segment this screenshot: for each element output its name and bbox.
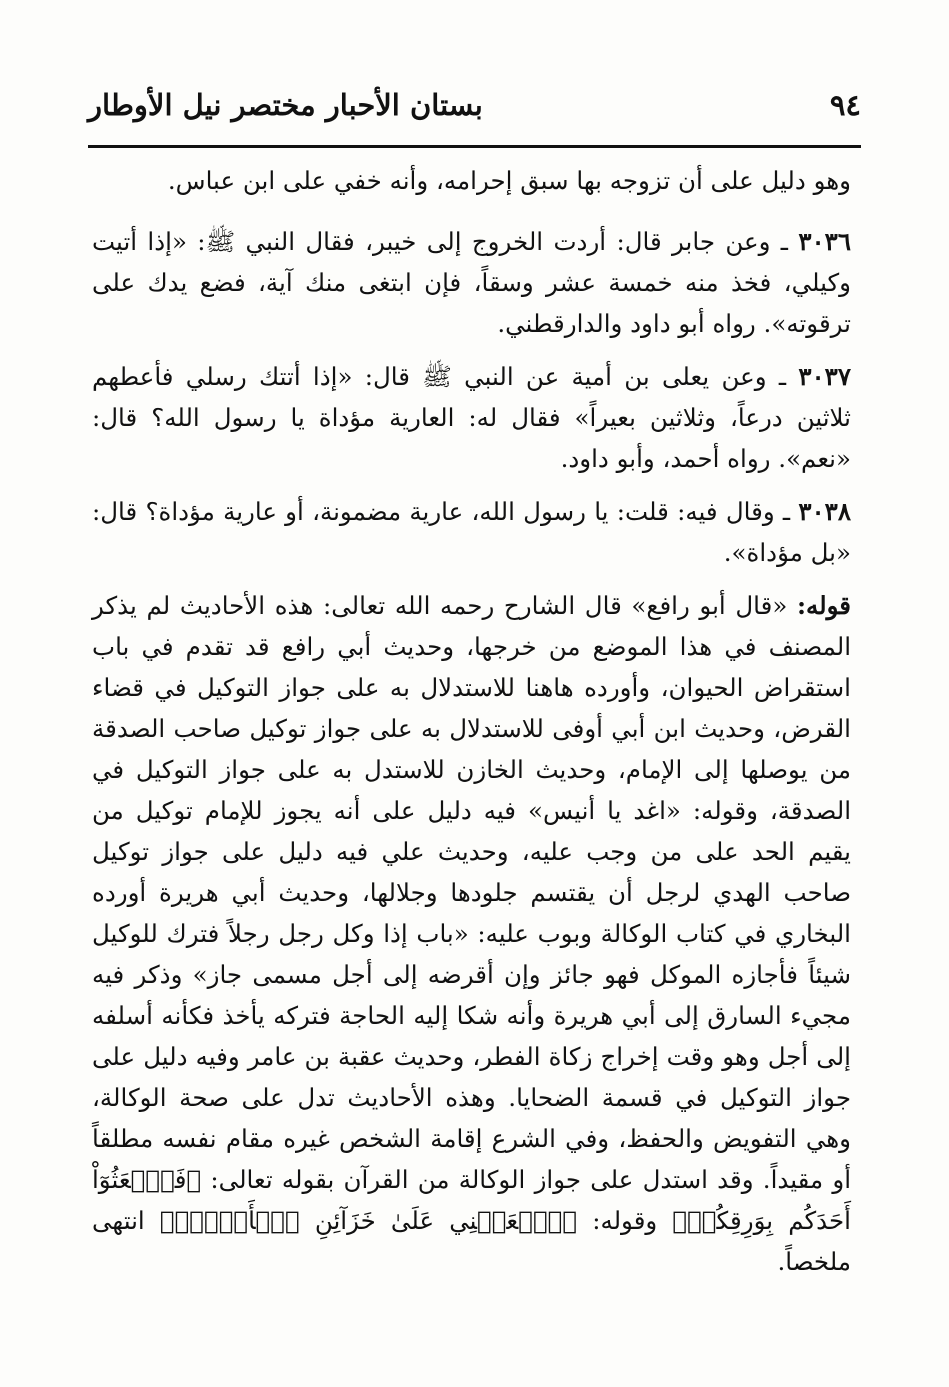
book-title: بستان الأحبار مختصر نيل الأوطار — [88, 88, 483, 122]
commentary-label: قوله: — [796, 591, 851, 620]
hadith-text: ـ وعن يعلى بن أمية عن النبي ﷺ قال: «إذا أتتك رسلي فأعطهم ثلاثين درعاً، وثلاثين بعيراً» فقال له: العارية مؤداة يا رسول الله؟ قال: «نعم». رواه أحمد، وأبو داود. — [92, 362, 851, 473]
hadith-3037 — [92, 356, 851, 479]
paragraph-intro — [92, 160, 851, 201]
commentary — [92, 585, 851, 1282]
hadith-number: ٣٠٣٦ — [798, 227, 851, 256]
hadith-3036 — [92, 221, 851, 344]
hadith-number: ٣٠٣٧ — [798, 362, 851, 391]
paragraph-text: وهو دليل على أن تزوجه بها سبق إحرامه، وأنه خفي على ابن عباس. — [167, 166, 851, 195]
page-header — [88, 82, 861, 128]
hadith-3038 — [92, 491, 851, 573]
hadith-number: ٣٠٣٨ — [798, 497, 851, 526]
page-body — [92, 160, 851, 1294]
header-rule — [88, 145, 861, 148]
commentary-text: «قال أبو رافع» قال الشارح رحمه الله تعالى: هذه الأحاديث لم يذكر المصنف في هذا الموضع من خرجها، وحديث أبي رافع قد تقدم في باب استقراض الحيوان، وأورده هاهنا للاستدلال به على جواز التوكيل في قضاء القرض، وحديث ابن أبي أوفى للاستدلال به على جواز توكيل صاحب الصدقة من يوصلها إلى الإمام، وحديث الخازن للاستدل به على جواز التوكيل في الصدقة، وقوله: «اغد يا أنيس» فيه دليل على أنه يجوز للإمام توكيل من يقيم الحد على من وجب عليه، وحديث علي فيه دليل على جواز توكيل صاحب الهدي لرجل أن يقتسم جلودها وجلالها، وحديث أبي هريرة أورده البخاري في كتاب الوكالة وبوب عليه: «باب إذا وكل رجل رجلاً فترك للوكيل شيئاً فأجازه الموكل فهو جائز وإن أقرضه إلى أجل مسمى جاز» وذكر فيه مجيء السارق إلى أبي هريرة وأنه شكا إليه الحاجة فتركه يأخذ فكأنه أسلفه إلى أجل وهو وقت إخراج زكاة الفطر، وحديث عقبة بن عامر وفيه دليل على جواز التوكيل في قسمة الضحايا. وهذه الأحاديث تدل على صحة الوكالة، وهي التفويض والحفظ، وفي الشرع إقامة الشخص غيره مقام نفسه مطلقاً أو مقيداً. وقد استدل على جواز الوكالة من القرآن بقوله تعالى: ﴿فَٱبۡعَثُوٓاْ أَحَدَكُم بِوَرِقِكُمۡ﴾ وقوله: ﴿ٱجۡعَلۡنِي عَلَىٰ خَزَآئِنِ ٱلۡأَرۡضِۖ﴾ انتهى ملخصاً. — [92, 591, 851, 1276]
page-number: ٩٤ — [829, 88, 861, 122]
hadith-text: ـ وقال فيه: قلت: يا رسول الله، عارية مضمونة، أو عارية مؤداة؟ قال: «بل مؤداة». — [92, 497, 851, 567]
hadith-text: ـ وعن جابر قال: أردت الخروج إلى خيبر، فقال النبي ﷺ: «إذا أتيت وكيلي، فخذ منه خمسة عشر وسقاً، فإن ابتغى منك آية، فضع يدك على ترقوته». رواه أبو داود والدارقطني. — [92, 227, 851, 338]
